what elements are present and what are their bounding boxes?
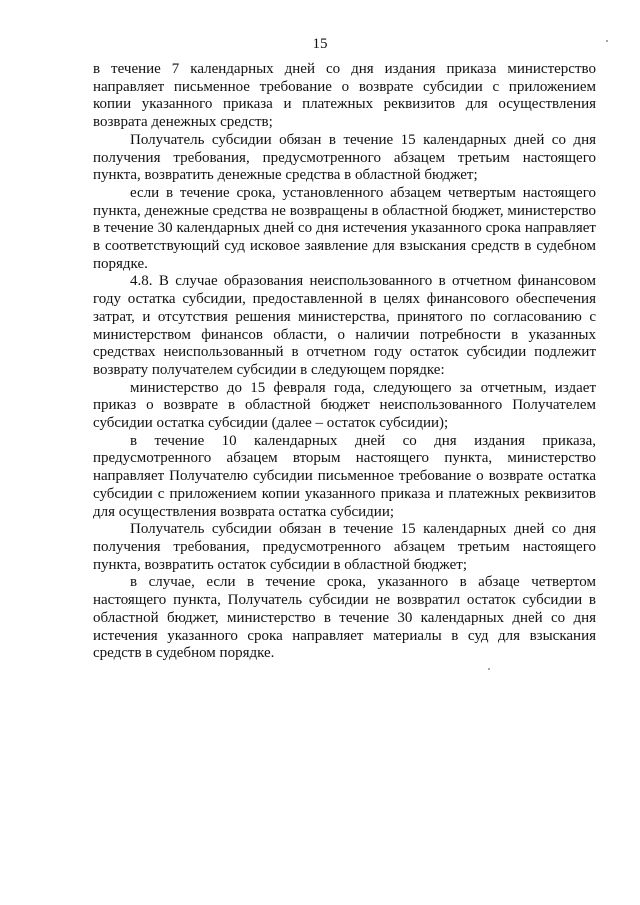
scan-speck <box>488 668 490 670</box>
paragraph-8: в случае, если в течение срока, указанного в абзаце четвертом настоящего пункта, Получатель субсидии не возвратил остаток субсидии в областной бюджет, министерство в течение 30 календарных дней со дня истечения указанного срока направляет материалы в суд для взыскания средств в судебном порядке. <box>93 574 596 662</box>
paragraph-6: в течение 10 календарных дней со дня издания приказа, предусмотренного абзацем вторым настоящего пункта, министерство направляет Получателю субсидии письменное требование о возврате остатка субсидии с приложением копии указанного приказа и платежных реквизитов для осуществления возврата остатка субсидии; <box>93 432 596 520</box>
paragraph-2: Получатель субсидии обязан в течение 15 календарных дней со дня получения требования, предусмотренного абзацем третьим настоящего пункта, возвратить денежные средства в областной бюджет; <box>93 131 596 184</box>
paragraph-5: министерство до 15 февраля года, следующего за отчетным, издает приказ о возврате в областной бюджет неиспользованного Получателем субсидии остатка субсидии (далее – остаток субсидии); <box>93 379 596 432</box>
paragraph-1: в течение 7 календарных дней со дня издания приказа министерство направляет письменное требование о возврате субсидии с приложением копии указанного приказа и платежных реквизитов для осуществления возврата денежных средств; <box>93 61 596 131</box>
paragraph-3: если в течение срока, установленного абзацем четвертым настоящего пункта, денежные средства не возвращены в областной бюджет, министерство в течение 30 календарных дней со дня истечения указанного срока направляет в соответствующий суд исковое заявление для взыскания средств в судебном порядке. <box>93 184 596 272</box>
paragraph-4-8: 4.8. В случае образования неиспользованного в отчетном финансовом году остатка субсидии, предоставленной в целях финансового обеспечения затрат, и отсутствия решения министерства, принятого по согласованию с министерством финансов области, о наличии потребности в указанных средствах неиспользованный в отчетном году остаток субсидии подлежит возврату получателем субсидии в следующем порядке: <box>93 273 596 378</box>
page-number: 15 <box>312 36 328 52</box>
paragraph-7: Получатель субсидии обязан в течение 15 календарных дней со дня получения требования, предусмотренного абзацем третьим настоящего пункта, возвратить остаток субсидии в областной бюджет; <box>93 521 596 573</box>
document-body <box>93 61 596 663</box>
scan-speck <box>606 40 608 42</box>
